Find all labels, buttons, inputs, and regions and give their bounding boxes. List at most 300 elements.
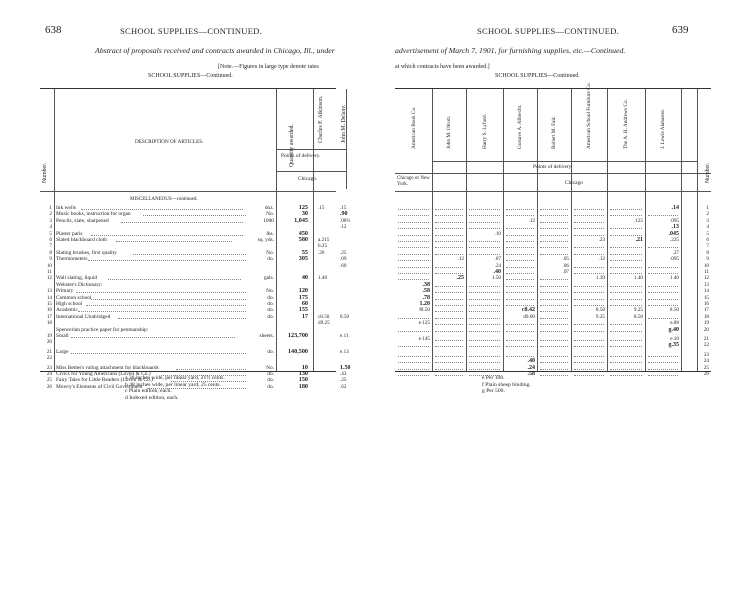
- leader-dots: [88, 260, 246, 261]
- row-number: 10: [703, 262, 709, 269]
- row-quantity: 175: [298, 293, 308, 301]
- leader-dots: [506, 292, 534, 293]
- leader-dots: [574, 273, 604, 274]
- footnote: f Plain sheep binding.: [482, 381, 531, 388]
- row-number: 7: [49, 243, 52, 250]
- row-value-delany: 8.50: [340, 313, 350, 320]
- right-page: [367, 0, 734, 600]
- row-value: .05: [562, 256, 569, 263]
- leader-dots: [506, 279, 534, 280]
- leader-dots: [398, 241, 429, 242]
- leader-dots: [435, 286, 463, 287]
- leader-dots: [506, 241, 534, 242]
- subhead: SCHOOL SUPPLIES—Continued.: [495, 73, 580, 79]
- leader-dots: [648, 375, 678, 376]
- leader-dots: [71, 353, 246, 354]
- leader-dots: [435, 340, 463, 341]
- leader-dots: [398, 369, 429, 370]
- leader-dots: [540, 356, 568, 357]
- leader-dots: [540, 324, 568, 325]
- row-value: .78: [422, 294, 430, 301]
- leader-dots: [540, 299, 568, 300]
- row-number: 3: [706, 217, 709, 224]
- leader-dots: [435, 318, 463, 319]
- leader-dots: [435, 215, 463, 216]
- leader-dots: [574, 267, 604, 268]
- leader-dots: [469, 311, 500, 312]
- row-value: .25: [456, 275, 464, 282]
- leader-dots: [469, 305, 500, 306]
- leader-dots: [540, 215, 568, 216]
- leader-dots: [648, 215, 678, 216]
- leader-dots: [610, 286, 642, 287]
- leader-dots: [506, 235, 534, 236]
- leader-dots: [398, 267, 429, 268]
- row-number: 11: [704, 269, 709, 275]
- row-quantity: 580: [298, 236, 308, 243]
- leader-dots: [398, 318, 429, 319]
- row-value-delany: .60: [340, 262, 347, 269]
- leader-dots: [398, 235, 429, 236]
- leader-dots: [469, 228, 500, 229]
- row-unit: No.: [266, 364, 274, 371]
- row-quantity: 123,700: [287, 332, 308, 339]
- leader-dots: [121, 222, 244, 223]
- leader-dots: [435, 346, 463, 347]
- row-unit: gals.: [263, 275, 274, 282]
- leader-dots: [469, 241, 500, 242]
- row-value-delany: .12: [340, 224, 347, 231]
- row-description: Mowry's Elements of Civil Government: [56, 383, 143, 390]
- bidder-label: John M. Olcott.: [446, 115, 452, 149]
- running-head: SCHOOL SUPPLIES—CONTINUED.: [477, 26, 620, 36]
- leader-dots: [506, 346, 534, 347]
- page-number: 638: [45, 24, 62, 36]
- leader-dots: [133, 254, 246, 255]
- row-number: 15: [703, 294, 709, 301]
- row-value: .125: [633, 217, 643, 224]
- row-unit: do.: [267, 348, 274, 355]
- leader-dots: [398, 260, 429, 261]
- leader-dots: [469, 247, 500, 248]
- row-value: .045: [668, 230, 679, 237]
- leader-dots: [574, 375, 604, 376]
- leader-dots: [506, 273, 534, 274]
- row-quantity: 17: [301, 312, 308, 320]
- leader-dots: [506, 356, 534, 357]
- row-number: 17: [703, 307, 709, 314]
- leader-dots: [540, 286, 568, 287]
- row-quantity: 450: [298, 229, 308, 237]
- leader-dots: [435, 305, 463, 306]
- row-value-atkinson: a.215: [318, 237, 330, 243]
- row-unit: sheets.: [259, 333, 274, 339]
- row-number: 24: [703, 358, 709, 365]
- row-value-delany: .90: [340, 211, 348, 218]
- row-value: g.35: [668, 342, 679, 349]
- row-number: 23: [46, 364, 52, 371]
- bidder-label: Charles F. Atkinson.: [318, 95, 324, 143]
- leader-dots: [540, 331, 568, 332]
- leader-dots: [398, 356, 429, 357]
- row-value-delany: .25: [340, 249, 347, 256]
- leader-dots: [648, 318, 678, 319]
- leader-dots: [540, 228, 568, 229]
- row-value-atkinson: b.25: [318, 243, 328, 250]
- row-description: International Unabridged: [56, 313, 111, 320]
- leader-dots: [574, 305, 604, 306]
- row-value: f8.50: [419, 307, 430, 314]
- bidder-label: The A. H. Andrews Co.: [623, 99, 629, 149]
- note: at which contracts have been awarded.]: [395, 64, 490, 70]
- row-number: 3: [49, 217, 52, 224]
- row-unit: doz.: [264, 205, 274, 211]
- leader-dots: [435, 241, 463, 242]
- leader-dots: [435, 292, 463, 293]
- footnote: a 36 inches wide, per linear yard, 21½ cents.: [125, 375, 225, 381]
- row-value: e.125: [418, 320, 430, 327]
- row-value: .24: [527, 364, 535, 371]
- row-number: 20: [46, 339, 52, 346]
- bidder-label: American School Furniture Co.: [586, 82, 592, 149]
- row-number: 19: [46, 333, 52, 339]
- leader-dots: [469, 356, 500, 357]
- row-description: Thermometers: [56, 256, 88, 263]
- row-number: 1: [49, 205, 52, 211]
- row-value: .40: [527, 358, 535, 365]
- delivery-city: Chicago.: [298, 176, 318, 182]
- bidder-label: Harry S. Lyford.: [481, 113, 488, 149]
- row-number: 12: [46, 275, 52, 282]
- leader-dots: [435, 228, 463, 229]
- row-quantity: 1,045: [294, 216, 308, 224]
- delivery-first: Chicago or New York.: [397, 176, 430, 187]
- row-number: 9: [706, 256, 709, 263]
- row-value: 1.40: [669, 275, 679, 282]
- leader-dots: [574, 340, 604, 341]
- leader-dots: [435, 362, 463, 363]
- leader-dots: [469, 340, 500, 341]
- row-value: .095: [669, 217, 679, 224]
- row-value: .095: [669, 256, 679, 263]
- leader-dots: [91, 299, 246, 300]
- row-number: 24: [46, 371, 52, 377]
- leader-dots: [398, 362, 429, 363]
- leader-dots: [398, 375, 429, 376]
- leader-dots: [435, 299, 463, 300]
- row-number: 4: [49, 224, 52, 231]
- row-value-delany: .25: [340, 377, 347, 384]
- footnote: g Per 500.: [482, 388, 505, 395]
- row-quantity: 55: [301, 248, 308, 256]
- leader-dots: [86, 305, 246, 306]
- leader-dots: [176, 369, 246, 370]
- row-description: Common school: [56, 294, 92, 301]
- leader-dots: [574, 362, 604, 363]
- row-unit: do.: [267, 371, 274, 377]
- row-number: 21: [703, 336, 709, 342]
- row-value-delany: e.11: [340, 333, 349, 339]
- leader-dots: [469, 286, 500, 287]
- leader-dots: [469, 362, 500, 363]
- row-value: e.10: [670, 336, 679, 342]
- table-row: [40, 339, 336, 345]
- leader-dots: [540, 209, 568, 210]
- row-description: Large: [56, 348, 69, 355]
- leader-dots: [398, 228, 429, 229]
- row-value: 1.40: [633, 275, 643, 282]
- row-number: 18: [703, 313, 709, 320]
- row-number: 21: [46, 348, 52, 355]
- row-value: .07: [494, 256, 501, 263]
- leader-dots: [540, 305, 568, 306]
- leader-dots: [116, 241, 233, 242]
- leader-dots: [610, 235, 642, 236]
- row-quantity: 150: [298, 376, 308, 384]
- leader-dots: [648, 292, 678, 293]
- leader-dots: [574, 247, 604, 248]
- leader-dots: [574, 254, 604, 255]
- leader-dots: [648, 369, 678, 370]
- leader-dots: [648, 273, 678, 274]
- row-quantity: 130: [298, 370, 308, 377]
- row-value: 1.50: [491, 275, 501, 282]
- row-value: .06: [562, 262, 569, 269]
- row-description: High school: [56, 301, 83, 307]
- leader-dots: [610, 260, 642, 261]
- row-unit: lbs.: [266, 230, 274, 237]
- leader-dots: [610, 228, 642, 229]
- row-quantity: 305: [298, 255, 308, 263]
- leader-dots: [435, 267, 463, 268]
- row-number: 9: [49, 256, 52, 263]
- leader-dots: [610, 369, 642, 370]
- leader-dots: [648, 305, 678, 306]
- leader-dots: [610, 273, 642, 274]
- leader-dots: [610, 267, 642, 268]
- leader-dots: [435, 247, 463, 248]
- leader-dots: [574, 222, 604, 223]
- row-unit: do.: [267, 301, 274, 307]
- row-unit: do.: [267, 294, 274, 301]
- row-value: .225: [669, 237, 679, 243]
- row-number: 14: [46, 294, 52, 301]
- leader-dots: [506, 228, 534, 229]
- table-row: [40, 355, 336, 361]
- row-quantity: 180: [298, 382, 308, 390]
- row-number: 6: [706, 237, 709, 243]
- row-value: e.145: [418, 336, 430, 342]
- row-number: 19: [703, 320, 709, 327]
- leader-dots: [469, 209, 500, 210]
- leader-dots: [506, 267, 534, 268]
- footnote: e Per 100.: [482, 375, 505, 381]
- row-value-atkinson: 1.40: [318, 275, 328, 282]
- row-quantity: 60: [301, 300, 308, 307]
- row-value: 8.50: [633, 313, 643, 320]
- row-value: .58: [422, 288, 430, 295]
- leader-dots: [435, 254, 463, 255]
- row-description: Spencerian practice paper for penmanship:: [56, 326, 149, 333]
- row-number: 25: [46, 377, 52, 384]
- leader-dots: [540, 311, 568, 312]
- row-number: 5: [706, 230, 709, 237]
- leader-dots: [398, 209, 429, 210]
- row-number: 2: [706, 211, 709, 218]
- leader-dots: [469, 346, 500, 347]
- row-unit: No.: [266, 249, 274, 256]
- leader-dots: [76, 292, 246, 293]
- leader-dots: [648, 362, 678, 363]
- leader-dots: [398, 222, 429, 223]
- leader-dots: [506, 260, 534, 261]
- leader-dots: [648, 286, 678, 287]
- leader-dots: [398, 331, 429, 332]
- row-description: Wall slating, liquid: [56, 275, 98, 282]
- row-number: 7: [706, 243, 709, 250]
- leader-dots: [143, 215, 246, 216]
- page-number: 639: [672, 24, 689, 36]
- leader-dots: [610, 292, 642, 293]
- section-title: MISCELLANEOUS—continued.: [130, 197, 198, 202]
- row-value: .24: [494, 262, 501, 269]
- leader-dots: [506, 340, 534, 341]
- row-number: 6: [49, 237, 52, 243]
- leader-dots: [469, 299, 500, 300]
- row-unit: No.: [266, 288, 274, 295]
- row-description: Music books, instruction for organ: [56, 211, 131, 218]
- leader-dots: [435, 222, 463, 223]
- row-unit: do.: [267, 256, 274, 263]
- row-description: Pencils, slate, sharpened: [56, 217, 109, 224]
- row-description: Miss Bettes's ruling attachment for blackboards: [56, 364, 159, 371]
- subhead: SCHOOL SUPPLIES—Continued.: [148, 73, 233, 79]
- row-value-delany: .09: [340, 256, 347, 263]
- row-value: .21: [635, 237, 643, 243]
- leader-dots: [540, 346, 568, 347]
- leader-dots: [574, 356, 604, 357]
- row-number: 12: [703, 275, 709, 282]
- leader-dots: [398, 346, 429, 347]
- row-quantity: 30: [301, 210, 308, 218]
- row-unit: do.: [267, 313, 274, 320]
- row-value: .10: [494, 230, 501, 237]
- leader-dots: [540, 292, 568, 293]
- row-number: 13: [703, 281, 709, 288]
- row-description: Academic: [56, 307, 78, 314]
- row-number: 1: [706, 205, 709, 211]
- leader-dots: [574, 369, 604, 370]
- col-number-label: Number.: [705, 162, 711, 183]
- row-number: 26: [46, 383, 52, 390]
- leader-dots: [469, 369, 500, 370]
- leader-dots: [506, 254, 534, 255]
- row-value: .13: [671, 224, 679, 231]
- leader-dots: [469, 222, 500, 223]
- leader-dots: [540, 235, 568, 236]
- leader-dots: [574, 292, 604, 293]
- row-unit: No.: [266, 211, 274, 218]
- bidder-label: J. Lewis Alabaster.: [660, 108, 666, 149]
- row-description: Civics for Young Americans (Lovell & Co.): [56, 371, 151, 377]
- leader-dots: [648, 247, 678, 248]
- row-number: 10: [46, 262, 52, 269]
- row-number: 15: [46, 301, 52, 307]
- leader-dots: [435, 209, 463, 210]
- leader-dots: [540, 340, 568, 341]
- row-number: 8: [49, 249, 52, 256]
- row-description: Slating brushes, first quality: [56, 249, 117, 256]
- leader-dots: [648, 299, 678, 300]
- row-value: d9.00: [523, 313, 535, 320]
- row-description: Ink wells: [56, 205, 76, 211]
- row-value-atkinson: .26: [318, 249, 325, 256]
- row-number: 25: [703, 364, 709, 371]
- row-quantity: 120: [298, 287, 308, 295]
- leader-dots: [574, 209, 604, 210]
- leader-dots: [574, 228, 604, 229]
- row-value: .12: [528, 217, 535, 224]
- row-number: 22: [46, 355, 52, 362]
- leader-dots: [506, 331, 534, 332]
- row-value: g.40: [668, 326, 679, 333]
- row-quantity: 40: [301, 274, 308, 282]
- table-row: [395, 327, 711, 333]
- leader-dots: [610, 254, 642, 255]
- leader-dots: [540, 222, 568, 223]
- row-value: 8.50: [595, 307, 605, 314]
- row-value: 9.25: [633, 307, 643, 314]
- leader-dots: [610, 340, 642, 341]
- leader-dots: [610, 362, 642, 363]
- leader-dots: [610, 247, 642, 248]
- row-description: Slated blackboard cloth: [56, 237, 107, 243]
- row-value: 1.39: [595, 275, 605, 282]
- row-number: 20: [703, 326, 709, 333]
- row-unit: do.: [267, 383, 274, 390]
- row-value: 8.50: [669, 307, 679, 314]
- leader-dots: [540, 369, 568, 370]
- row-value-atkinson: c8.50: [318, 313, 330, 320]
- leader-dots: [506, 299, 534, 300]
- row-value-delany: 1.50: [340, 364, 351, 371]
- row-unit: do.: [267, 377, 274, 384]
- row-value: .14: [671, 205, 679, 211]
- leader-dots: [398, 247, 429, 248]
- row-value-delany: .43: [340, 371, 347, 377]
- leader-dots: [435, 273, 463, 274]
- row-value: 1.20: [419, 301, 430, 307]
- note: [Note.—Figures in large type denote rates: [218, 64, 319, 70]
- leader-dots: [574, 235, 604, 236]
- leader-dots: [540, 254, 568, 255]
- row-number: 4: [706, 224, 709, 231]
- leader-dots: [610, 324, 642, 325]
- leader-dots: [506, 247, 534, 248]
- row-value-atkinson: d9.25: [318, 320, 330, 327]
- row-value-atkinson: .15: [318, 205, 325, 211]
- leader-dots: [435, 324, 463, 325]
- row-value: .27: [672, 249, 679, 256]
- row-value: .58: [527, 371, 535, 377]
- leader-dots: [506, 324, 534, 325]
- leader-dots: [469, 324, 500, 325]
- leader-dots: [610, 305, 642, 306]
- row-quantity: 155: [298, 306, 308, 314]
- row-value: 9.25: [595, 313, 605, 320]
- row-number: 17: [46, 313, 52, 320]
- row-number: 14: [703, 288, 709, 295]
